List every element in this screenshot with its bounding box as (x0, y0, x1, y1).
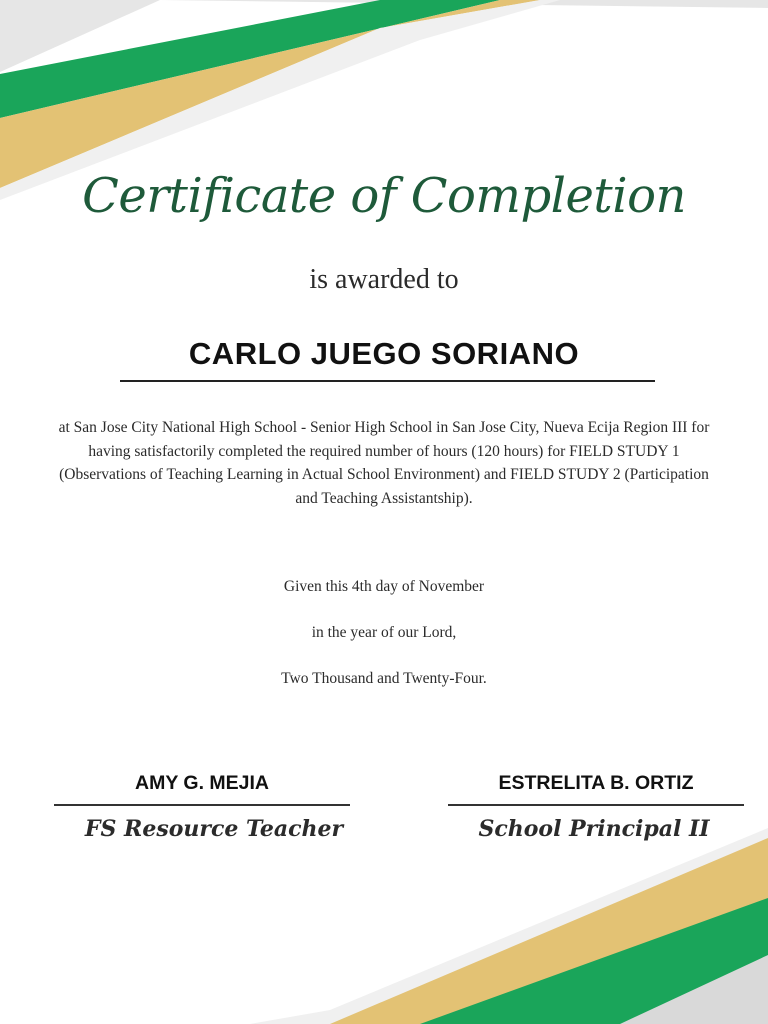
signatory-name-right: ESTRELITA B. ORTIZ (498, 772, 694, 794)
awarded-to-line: is awarded to (309, 264, 459, 295)
recipient-name: CARLO JUEGO SORIANO (188, 336, 580, 371)
signatory-role-left: FS Resource Teacher (84, 816, 344, 842)
signature-line-right (448, 804, 744, 806)
signature-line-left (54, 804, 350, 806)
date-line-2: in the year of our Lord, (311, 624, 457, 641)
date-line-1: Given this 4th day of November (283, 578, 485, 595)
date-line-3: Two Thousand and Twenty-Four. (281, 670, 487, 687)
signatory-role-right: School Principal II (478, 816, 710, 842)
certificate-title: Certificate of Completion (82, 168, 686, 224)
signatory-name-left: AMY G. MEJIA (135, 772, 269, 794)
recipient-underline (120, 380, 655, 382)
certificate-body-text: at San Jose City National High School - Senior High School in San Jose City, Nueva Ecija Region III for having satisfactorily completed the required number of hours (120 hours) for FIELD STUDY 1 (Observations of Teaching Learning in Actual School Environment) and FIELD STUDY 2 (Participation and Teaching Assistantship). (58, 419, 710, 507)
